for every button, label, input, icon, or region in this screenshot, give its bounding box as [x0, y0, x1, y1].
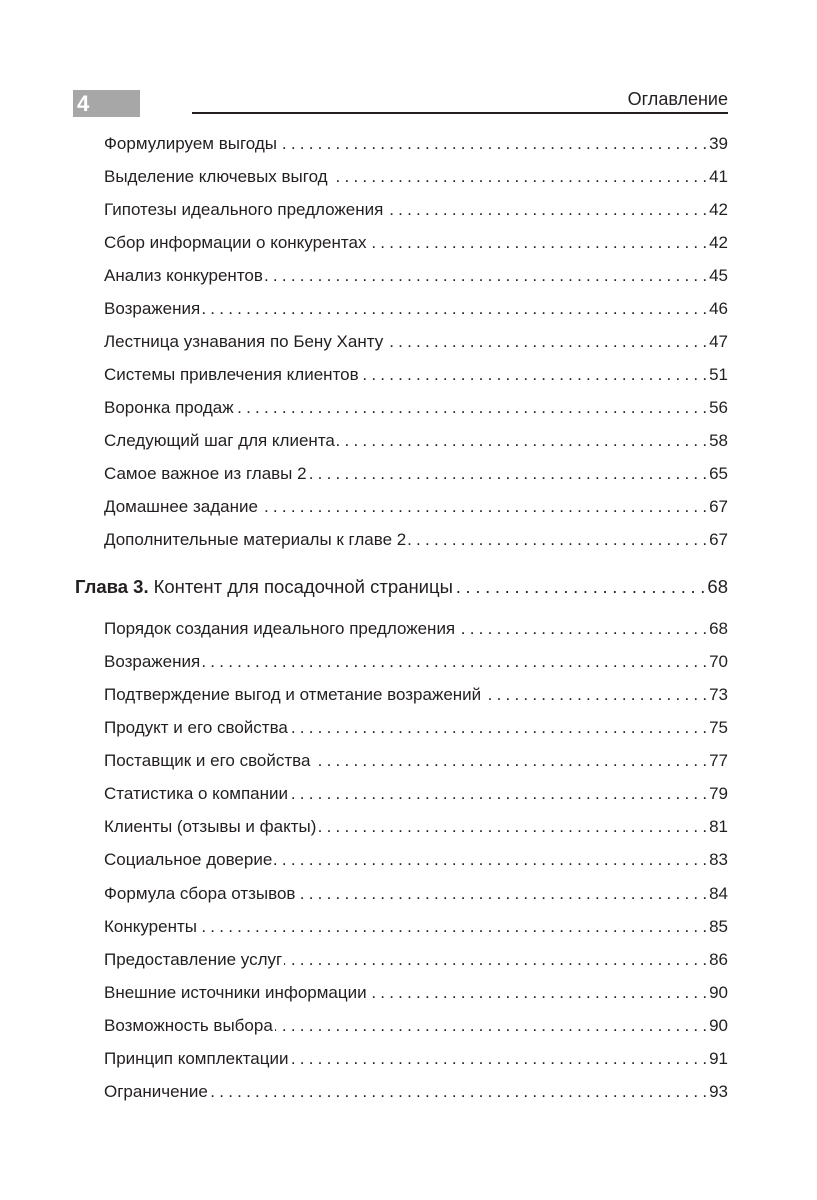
dot-leader	[284, 949, 707, 971]
page-ref: 47	[709, 332, 728, 351]
page-ref: 56	[709, 398, 728, 417]
page-ref: 79	[709, 784, 728, 804]
entry-title: Статистика о компании	[104, 784, 288, 804]
page-ref: 75	[709, 718, 728, 738]
dot-leader	[199, 916, 707, 938]
page-ref: 84	[709, 883, 728, 903]
dot-leader	[312, 750, 707, 772]
page-ref: 90	[709, 1015, 728, 1035]
dot-leader	[274, 849, 707, 871]
toc-entry	[104, 949, 728, 971]
toc-entry	[104, 717, 728, 739]
entry-title: Внешние источники информации	[104, 982, 367, 1002]
toc-entry	[104, 166, 728, 188]
entry-title: Возражения	[104, 652, 201, 672]
toc-entry	[104, 1081, 728, 1103]
toc-entry	[104, 982, 728, 1004]
dot-leader	[290, 1048, 707, 1070]
toc-entry	[104, 430, 728, 452]
entry-title: Подтверждение выгод и отметание возражений	[104, 685, 482, 705]
entry-title: Возражения	[104, 299, 201, 318]
dot-leader	[368, 232, 707, 254]
page-ref: 90	[709, 982, 728, 1002]
page-ref: 45	[709, 266, 728, 285]
page-ref: 42	[709, 200, 728, 219]
toc-chapter-entry	[75, 576, 728, 598]
page-ref: 68	[709, 619, 728, 638]
entry-title: Конкуренты	[104, 916, 197, 936]
running-head: Оглавление	[627, 89, 728, 109]
entry-title: Гипотезы идеального предложения	[104, 200, 384, 219]
toc-entry	[104, 199, 728, 221]
toc-entry	[104, 298, 728, 320]
page-ref: 81	[709, 817, 728, 837]
dot-leader	[202, 298, 707, 320]
dot-leader	[236, 397, 708, 419]
dot-leader	[297, 883, 707, 905]
page-ref: 73	[709, 685, 728, 705]
chapter-label: Глава 3.	[75, 576, 149, 597]
toc-entry	[104, 232, 728, 254]
page-number-box	[73, 90, 140, 117]
dot-leader	[385, 199, 707, 221]
entry-title: Самое важное из главы 2	[104, 464, 307, 483]
page-ref: 65	[709, 464, 728, 483]
entry-title: Домашнее задание	[104, 497, 258, 516]
entry-title: Ограничение	[104, 1081, 208, 1101]
dot-leader	[260, 496, 707, 518]
page-ref: 85	[709, 916, 728, 936]
entry-title: Сбор информации о конкурентах	[104, 233, 367, 252]
header-rule	[192, 112, 728, 114]
page-number: 4	[77, 91, 90, 116]
dot-leader	[318, 816, 707, 838]
dot-leader	[330, 166, 707, 188]
dot-leader	[408, 529, 707, 551]
entry-title: Поставщик и его свойства	[104, 751, 311, 771]
page-ref: 70	[709, 652, 728, 672]
page-ref: 39	[709, 134, 728, 153]
toc-entry	[104, 651, 728, 673]
page-ref: 93	[709, 1081, 728, 1101]
toc-entry	[104, 1015, 728, 1037]
dot-leader	[337, 430, 707, 452]
toc-entry	[104, 364, 728, 386]
entry-title: Дополнительные материалы к главе 2	[104, 530, 407, 549]
toc-entry	[104, 133, 728, 155]
page-ref: 68	[707, 576, 728, 597]
toc-entry	[104, 331, 728, 353]
page-ref: 67	[709, 530, 728, 549]
toc-entry	[104, 1048, 728, 1070]
entry-title: Выделение ключевых выгод	[104, 167, 328, 186]
dot-leader	[290, 783, 707, 805]
page-ref: 77	[709, 751, 728, 771]
toc-entry	[104, 496, 728, 518]
entry-title: Формулируем выгоды	[104, 134, 277, 153]
toc-entry	[104, 916, 728, 938]
dot-leader	[275, 1015, 707, 1037]
page-ref: 41	[709, 167, 728, 186]
entry-title: Социальное доверие	[104, 850, 273, 870]
page-ref: 67	[709, 497, 728, 516]
toc-entry	[104, 816, 728, 838]
chapter-title: Глава 3. Контент для посадочной страницы	[75, 576, 453, 597]
page-ref: 42	[709, 233, 728, 252]
dot-leader	[265, 265, 707, 287]
dot-leader	[202, 651, 707, 673]
dot-leader	[369, 982, 707, 1004]
dot-leader	[309, 463, 708, 485]
toc-entry	[104, 463, 728, 485]
dot-leader	[483, 684, 707, 706]
toc-entry	[104, 397, 728, 419]
toc-entry	[104, 883, 728, 905]
page-ref: 58	[709, 431, 728, 450]
entry-title: Клиенты (отзывы и факты)	[104, 817, 317, 837]
dot-leader	[210, 1081, 707, 1103]
entry-title: Системы привлечения клиентов	[104, 365, 359, 384]
dot-leader	[361, 364, 707, 386]
entry-title: Следующий шаг для клиента	[104, 431, 335, 450]
entry-title: Анализ конкурентов	[104, 266, 263, 285]
page-ref: 91	[709, 1048, 728, 1068]
dot-leader	[290, 717, 707, 739]
page-ref: 51	[709, 365, 728, 384]
entry-title: Принцип комплектации	[104, 1048, 289, 1068]
dot-leader	[279, 133, 707, 155]
toc-entry	[104, 684, 728, 706]
toc-entry	[104, 529, 728, 551]
toc-entry	[104, 265, 728, 287]
page-ref: 46	[709, 299, 728, 318]
page-ref: 83	[709, 850, 728, 870]
page-ref: 86	[709, 949, 728, 969]
toc-entry	[104, 849, 728, 871]
entry-title: Воронка продаж	[104, 398, 234, 417]
entry-title: Предоставление услуг	[104, 949, 283, 969]
toc-entry	[104, 783, 728, 805]
toc-entry	[104, 618, 728, 640]
toc-entry	[104, 750, 728, 772]
entry-title: Возможность выбора	[104, 1015, 273, 1035]
entry-title: Порядок создания идеального предложения	[104, 619, 456, 638]
dot-leader	[455, 576, 706, 598]
dot-leader	[457, 618, 707, 640]
entry-title: Лестница узнавания по Бену Ханту	[104, 332, 384, 351]
dot-leader	[385, 331, 707, 353]
entry-title: Продукт и его свойства	[104, 718, 288, 738]
entry-title: Формула сбора отзывов	[104, 883, 296, 903]
